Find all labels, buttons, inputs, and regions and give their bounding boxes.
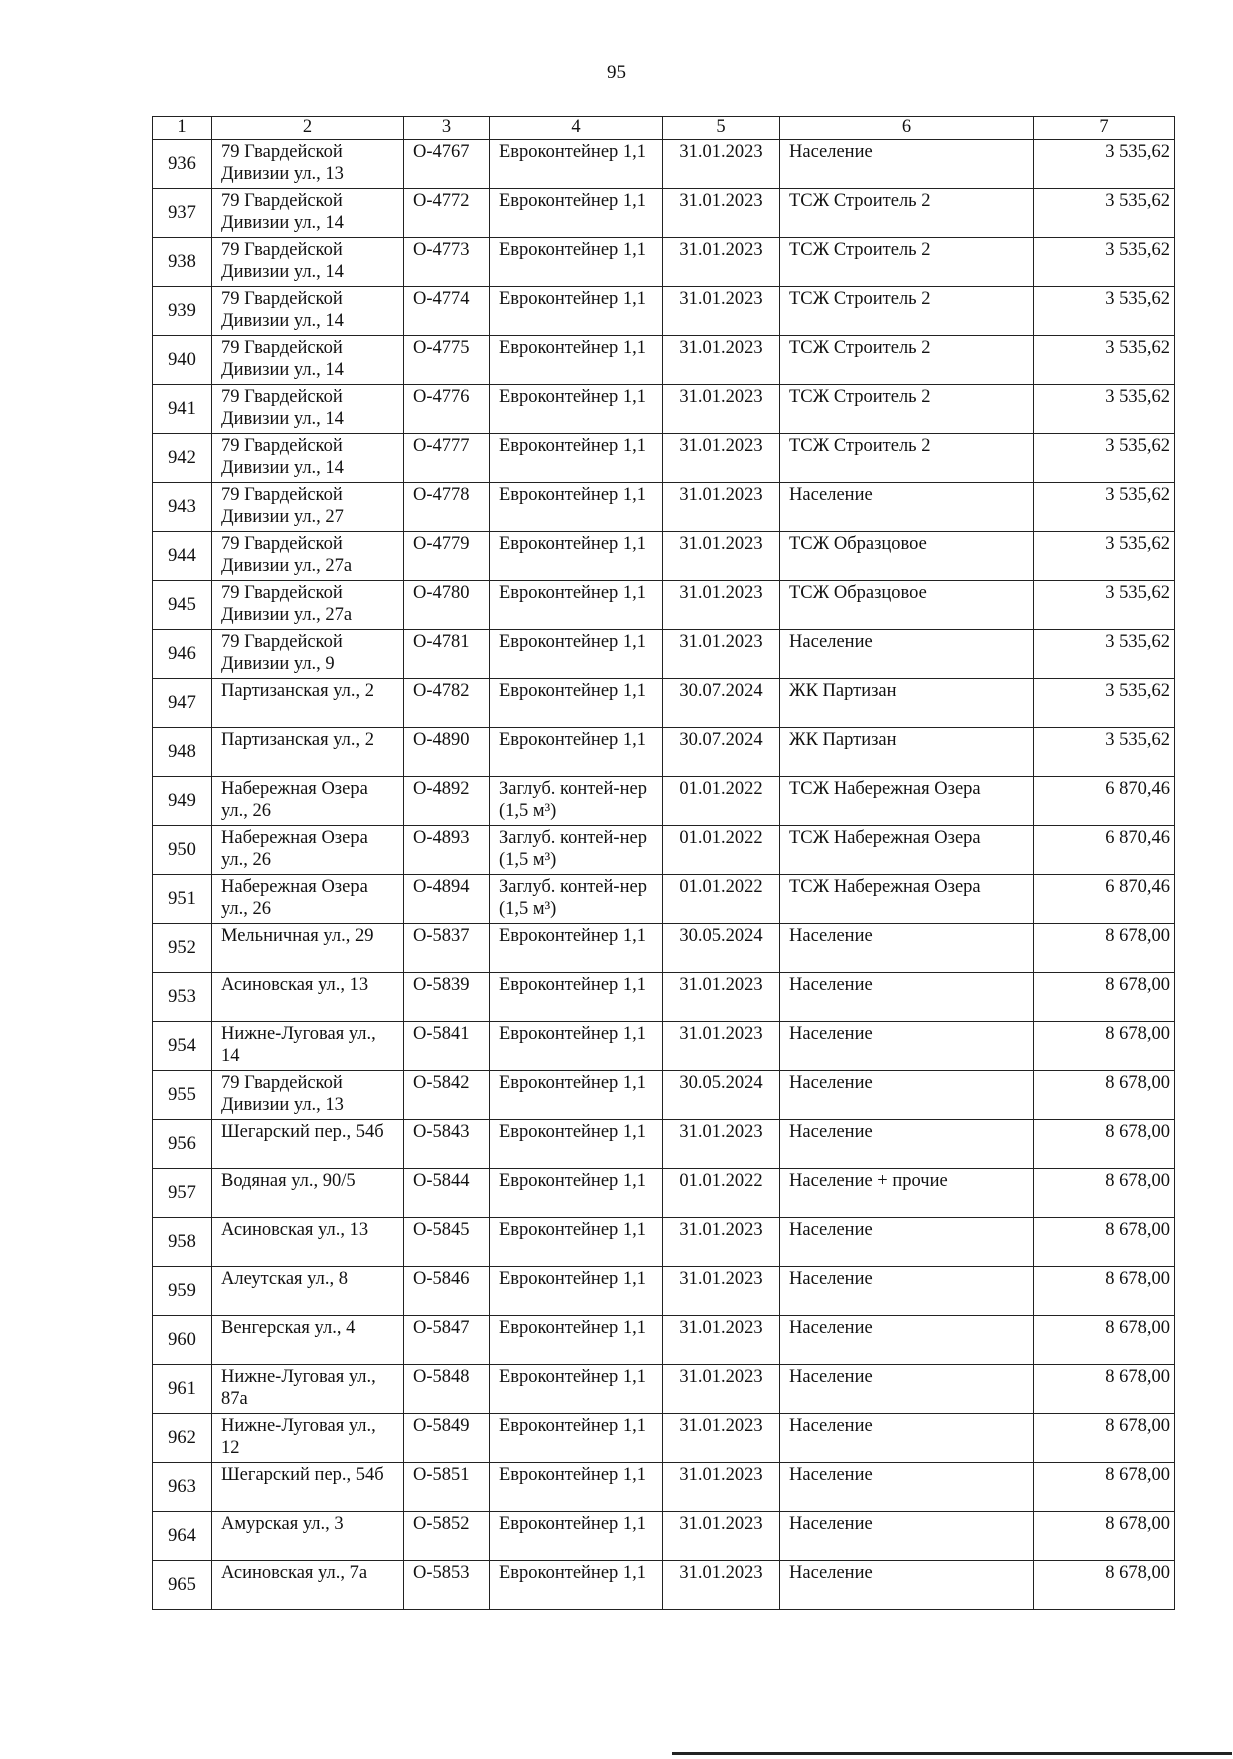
code-cell: О-5852: [404, 1512, 490, 1561]
owner-cell: ТСЖ Строитель 2: [780, 189, 1034, 238]
owner-cell: ТСЖ Набережная Озера: [780, 826, 1034, 875]
row-number-cell: 949: [153, 777, 212, 826]
amount-cell: 8 678,00: [1034, 1120, 1175, 1169]
amount-cell: 8 678,00: [1034, 1218, 1175, 1267]
row-number-cell: 948: [153, 728, 212, 777]
table-row: [153, 1316, 1175, 1365]
date-cell: 31.01.2023: [663, 140, 780, 189]
owner-cell: Население: [780, 630, 1034, 679]
address-cell: 79 Гвардейской Дивизии ул., 13: [212, 1071, 404, 1120]
table-row: [153, 140, 1175, 189]
container-type-cell: Евроконтейнер 1,1: [490, 1120, 663, 1169]
container-type-cell: Евроконтейнер 1,1: [490, 581, 663, 630]
date-cell: 31.01.2023: [663, 434, 780, 483]
row-number-cell: 964: [153, 1512, 212, 1561]
code-cell: О-4772: [404, 189, 490, 238]
table-header: [153, 117, 1175, 140]
code-cell: О-5849: [404, 1414, 490, 1463]
container-type-cell: Евроконтейнер 1,1: [490, 679, 663, 728]
container-type-cell: Евроконтейнер 1,1: [490, 483, 663, 532]
row-number-cell: 942: [153, 434, 212, 483]
bottom-rule: [672, 1752, 1232, 1755]
amount-cell: 8 678,00: [1034, 1022, 1175, 1071]
address-cell: Набережная Озера ул., 26: [212, 777, 404, 826]
code-cell: О-4781: [404, 630, 490, 679]
code-cell: О-4776: [404, 385, 490, 434]
date-cell: 31.01.2023: [663, 189, 780, 238]
owner-cell: ТСЖ Строитель 2: [780, 287, 1034, 336]
owner-cell: ТСЖ Строитель 2: [780, 385, 1034, 434]
amount-cell: 8 678,00: [1034, 1512, 1175, 1561]
owner-cell: ТСЖ Набережная Озера: [780, 777, 1034, 826]
code-cell: О-4782: [404, 679, 490, 728]
code-cell: О-5844: [404, 1169, 490, 1218]
column-header-5: 5: [663, 117, 780, 140]
address-cell: Асиновская ул., 13: [212, 1218, 404, 1267]
column-header-6: 6: [780, 117, 1034, 140]
table-row: [153, 189, 1175, 238]
table-row: [153, 483, 1175, 532]
row-number-cell: 954: [153, 1022, 212, 1071]
column-header-7: 7: [1034, 117, 1175, 140]
owner-cell: ТСЖ Образцовое: [780, 581, 1034, 630]
amount-cell: 8 678,00: [1034, 1561, 1175, 1610]
amount-cell: 8 678,00: [1034, 1365, 1175, 1414]
container-type-cell: Евроконтейнер 1,1: [490, 532, 663, 581]
code-cell: О-4777: [404, 434, 490, 483]
container-type-cell: Евроконтейнер 1,1: [490, 630, 663, 679]
container-type-cell: Евроконтейнер 1,1: [490, 238, 663, 287]
address-cell: 79 Гвардейской Дивизии ул., 27а: [212, 532, 404, 581]
owner-cell: ЖК Партизан: [780, 728, 1034, 777]
code-cell: О-4775: [404, 336, 490, 385]
address-cell: Шегарский пер., 54б: [212, 1120, 404, 1169]
amount-cell: 3 535,62: [1034, 679, 1175, 728]
date-cell: 31.01.2023: [663, 336, 780, 385]
table-row: [153, 630, 1175, 679]
address-cell: 79 Гвардейской Дивизии ул., 14: [212, 189, 404, 238]
owner-cell: ТСЖ Строитель 2: [780, 434, 1034, 483]
owner-cell: Население: [780, 1267, 1034, 1316]
owner-cell: ТСЖ Строитель 2: [780, 336, 1034, 385]
container-type-cell: Евроконтейнер 1,1: [490, 287, 663, 336]
container-type-cell: Евроконтейнер 1,1: [490, 1316, 663, 1365]
owner-cell: Население: [780, 1414, 1034, 1463]
row-number-cell: 943: [153, 483, 212, 532]
address-cell: Партизанская ул., 2: [212, 728, 404, 777]
code-cell: О-4773: [404, 238, 490, 287]
date-cell: 31.01.2023: [663, 1561, 780, 1610]
owner-cell: Население: [780, 1316, 1034, 1365]
container-type-cell: Евроконтейнер 1,1: [490, 1218, 663, 1267]
column-header-4: 4: [490, 117, 663, 140]
table-row: [153, 581, 1175, 630]
container-type-cell: Евроконтейнер 1,1: [490, 1022, 663, 1071]
owner-cell: Население: [780, 1463, 1034, 1512]
date-cell: 01.01.2022: [663, 1169, 780, 1218]
amount-cell: 8 678,00: [1034, 924, 1175, 973]
date-cell: 31.01.2023: [663, 1463, 780, 1512]
row-number-cell: 940: [153, 336, 212, 385]
owner-cell: Население: [780, 483, 1034, 532]
owner-cell: Население: [780, 1218, 1034, 1267]
address-cell: Амурская ул., 3: [212, 1512, 404, 1561]
table-row: [153, 826, 1175, 875]
owner-cell: Население: [780, 973, 1034, 1022]
container-type-cell: Евроконтейнер 1,1: [490, 385, 663, 434]
amount-cell: 3 535,62: [1034, 728, 1175, 777]
amount-cell: 8 678,00: [1034, 1414, 1175, 1463]
owner-cell: Население: [780, 1365, 1034, 1414]
amount-cell: 3 535,62: [1034, 581, 1175, 630]
owner-cell: Население + прочие: [780, 1169, 1034, 1218]
table-body: [153, 140, 1175, 1610]
owner-cell: Население: [780, 924, 1034, 973]
row-number-cell: 960: [153, 1316, 212, 1365]
table-row: [153, 1120, 1175, 1169]
amount-cell: 3 535,62: [1034, 189, 1175, 238]
row-number-cell: 937: [153, 189, 212, 238]
date-cell: 31.01.2023: [663, 973, 780, 1022]
amount-cell: 3 535,62: [1034, 532, 1175, 581]
row-number-cell: 957: [153, 1169, 212, 1218]
data-table: [152, 116, 1175, 1610]
row-number-cell: 961: [153, 1365, 212, 1414]
row-number-cell: 946: [153, 630, 212, 679]
row-number-cell: 951: [153, 875, 212, 924]
amount-cell: 6 870,46: [1034, 826, 1175, 875]
date-cell: 31.01.2023: [663, 532, 780, 581]
table-row: [153, 1365, 1175, 1414]
address-cell: Венгерская ул., 4: [212, 1316, 404, 1365]
table-row: [153, 532, 1175, 581]
owner-cell: Население: [780, 1512, 1034, 1561]
table-row: [153, 1512, 1175, 1561]
container-type-cell: Евроконтейнер 1,1: [490, 1512, 663, 1561]
amount-cell: 8 678,00: [1034, 1316, 1175, 1365]
address-cell: Партизанская ул., 2: [212, 679, 404, 728]
address-cell: Водяная ул., 90/5: [212, 1169, 404, 1218]
amount-cell: 8 678,00: [1034, 973, 1175, 1022]
container-type-cell: Евроконтейнер 1,1: [490, 1169, 663, 1218]
row-number-cell: 956: [153, 1120, 212, 1169]
header-row: [153, 117, 1175, 140]
row-number-cell: 965: [153, 1561, 212, 1610]
table-row: [153, 1169, 1175, 1218]
row-number-cell: 938: [153, 238, 212, 287]
address-cell: 79 Гвардейской Дивизии ул., 9: [212, 630, 404, 679]
date-cell: 31.01.2023: [663, 1218, 780, 1267]
amount-cell: 3 535,62: [1034, 630, 1175, 679]
address-cell: 79 Гвардейской Дивизии ул., 27: [212, 483, 404, 532]
container-type-cell: Заглуб. контей-нер (1,5 м³): [490, 875, 663, 924]
container-type-cell: Заглуб. контей-нер (1,5 м³): [490, 826, 663, 875]
code-cell: О-5842: [404, 1071, 490, 1120]
date-cell: 31.01.2023: [663, 1022, 780, 1071]
owner-cell: Население: [780, 140, 1034, 189]
column-header-2: 2: [212, 117, 404, 140]
row-number-cell: 945: [153, 581, 212, 630]
amount-cell: 3 535,62: [1034, 336, 1175, 385]
address-cell: Шегарский пер., 54б: [212, 1463, 404, 1512]
row-number-cell: 962: [153, 1414, 212, 1463]
date-cell: 31.01.2023: [663, 1316, 780, 1365]
row-number-cell: 952: [153, 924, 212, 973]
row-number-cell: 958: [153, 1218, 212, 1267]
code-cell: О-5845: [404, 1218, 490, 1267]
container-type-cell: Евроконтейнер 1,1: [490, 1414, 663, 1463]
amount-cell: 3 535,62: [1034, 385, 1175, 434]
code-cell: О-5847: [404, 1316, 490, 1365]
table-row: [153, 1071, 1175, 1120]
address-cell: Набережная Озера ул., 26: [212, 875, 404, 924]
amount-cell: 8 678,00: [1034, 1071, 1175, 1120]
page-number: 95: [607, 62, 626, 83]
address-cell: Нижне-Луговая ул., 12: [212, 1414, 404, 1463]
owner-cell: Население: [780, 1071, 1034, 1120]
owner-cell: ТСЖ Строитель 2: [780, 238, 1034, 287]
table-row: [153, 875, 1175, 924]
table-row: [153, 973, 1175, 1022]
container-type-cell: Евроконтейнер 1,1: [490, 924, 663, 973]
column-header-1: 1: [153, 117, 212, 140]
code-cell: О-4780: [404, 581, 490, 630]
address-cell: Набережная Озера ул., 26: [212, 826, 404, 875]
address-cell: 79 Гвардейской Дивизии ул., 14: [212, 434, 404, 483]
amount-cell: 8 678,00: [1034, 1463, 1175, 1512]
row-number-cell: 936: [153, 140, 212, 189]
amount-cell: 6 870,46: [1034, 777, 1175, 826]
address-cell: Алеутская ул., 8: [212, 1267, 404, 1316]
code-cell: О-4894: [404, 875, 490, 924]
container-type-cell: Евроконтейнер 1,1: [490, 336, 663, 385]
row-number-cell: 963: [153, 1463, 212, 1512]
date-cell: 31.01.2023: [663, 483, 780, 532]
owner-cell: ЖК Партизан: [780, 679, 1034, 728]
row-number-cell: 953: [153, 973, 212, 1022]
address-cell: Мельничная ул., 29: [212, 924, 404, 973]
date-cell: 01.01.2022: [663, 777, 780, 826]
table-row: [153, 1414, 1175, 1463]
row-number-cell: 947: [153, 679, 212, 728]
code-cell: О-4778: [404, 483, 490, 532]
code-cell: О-4893: [404, 826, 490, 875]
table-row: [153, 728, 1175, 777]
container-type-cell: Евроконтейнер 1,1: [490, 1267, 663, 1316]
address-cell: 79 Гвардейской Дивизии ул., 14: [212, 336, 404, 385]
table-row: [153, 434, 1175, 483]
container-type-cell: Евроконтейнер 1,1: [490, 1071, 663, 1120]
code-cell: О-4892: [404, 777, 490, 826]
amount-cell: 3 535,62: [1034, 140, 1175, 189]
address-cell: 79 Гвардейской Дивизии ул., 13: [212, 140, 404, 189]
table-row: [153, 924, 1175, 973]
code-cell: О-4774: [404, 287, 490, 336]
amount-cell: 8 678,00: [1034, 1169, 1175, 1218]
table-row: [153, 238, 1175, 287]
owner-cell: Население: [780, 1120, 1034, 1169]
row-number-cell: 955: [153, 1071, 212, 1120]
date-cell: 30.07.2024: [663, 679, 780, 728]
row-number-cell: 941: [153, 385, 212, 434]
address-cell: 79 Гвардейской Дивизии ул., 14: [212, 385, 404, 434]
amount-cell: 3 535,62: [1034, 238, 1175, 287]
code-cell: О-5851: [404, 1463, 490, 1512]
code-cell: О-4779: [404, 532, 490, 581]
container-type-cell: Евроконтейнер 1,1: [490, 189, 663, 238]
code-cell: О-4767: [404, 140, 490, 189]
code-cell: О-5841: [404, 1022, 490, 1071]
container-type-cell: Евроконтейнер 1,1: [490, 140, 663, 189]
table-row: [153, 1267, 1175, 1316]
container-type-cell: Евроконтейнер 1,1: [490, 1561, 663, 1610]
date-cell: 31.01.2023: [663, 1512, 780, 1561]
date-cell: 31.01.2023: [663, 287, 780, 336]
table-row: [153, 679, 1175, 728]
date-cell: 31.01.2023: [663, 581, 780, 630]
amount-cell: 8 678,00: [1034, 1267, 1175, 1316]
column-header-3: 3: [404, 117, 490, 140]
table-row: [153, 1218, 1175, 1267]
address-cell: 79 Гвардейской Дивизии ул., 14: [212, 287, 404, 336]
address-cell: 79 Гвардейской Дивизии ул., 14: [212, 238, 404, 287]
date-cell: 01.01.2022: [663, 826, 780, 875]
address-cell: 79 Гвардейской Дивизии ул., 27а: [212, 581, 404, 630]
table-row: [153, 1561, 1175, 1610]
code-cell: О-5843: [404, 1120, 490, 1169]
container-type-cell: Евроконтейнер 1,1: [490, 973, 663, 1022]
owner-cell: Население: [780, 1022, 1034, 1071]
owner-cell: ТСЖ Образцовое: [780, 532, 1034, 581]
code-cell: О-5837: [404, 924, 490, 973]
amount-cell: 3 535,62: [1034, 434, 1175, 483]
date-cell: 31.01.2023: [663, 1120, 780, 1169]
code-cell: О-5846: [404, 1267, 490, 1316]
row-number-cell: 959: [153, 1267, 212, 1316]
date-cell: 31.01.2023: [663, 1414, 780, 1463]
amount-cell: 6 870,46: [1034, 875, 1175, 924]
date-cell: 01.01.2022: [663, 875, 780, 924]
code-cell: О-5853: [404, 1561, 490, 1610]
date-cell: 31.01.2023: [663, 238, 780, 287]
container-type-cell: Евроконтейнер 1,1: [490, 728, 663, 777]
code-cell: О-4890: [404, 728, 490, 777]
container-type-cell: Евроконтейнер 1,1: [490, 434, 663, 483]
date-cell: 31.01.2023: [663, 385, 780, 434]
address-cell: Асиновская ул., 7а: [212, 1561, 404, 1610]
container-type-cell: Заглуб. контей-нер (1,5 м³): [490, 777, 663, 826]
table-row: [153, 777, 1175, 826]
amount-cell: 3 535,62: [1034, 287, 1175, 336]
table-row: [153, 385, 1175, 434]
amount-cell: 3 535,62: [1034, 483, 1175, 532]
code-cell: О-5848: [404, 1365, 490, 1414]
date-cell: 30.05.2024: [663, 924, 780, 973]
date-cell: 31.01.2023: [663, 1267, 780, 1316]
address-cell: Нижне-Луговая ул., 14: [212, 1022, 404, 1071]
address-cell: Нижне-Луговая ул., 87а: [212, 1365, 404, 1414]
owner-cell: ТСЖ Набережная Озера: [780, 875, 1034, 924]
container-type-cell: Евроконтейнер 1,1: [490, 1365, 663, 1414]
row-number-cell: 944: [153, 532, 212, 581]
date-cell: 31.01.2023: [663, 630, 780, 679]
date-cell: 30.07.2024: [663, 728, 780, 777]
container-type-cell: Евроконтейнер 1,1: [490, 1463, 663, 1512]
row-number-cell: 939: [153, 287, 212, 336]
owner-cell: Население: [780, 1561, 1034, 1610]
date-cell: 30.05.2024: [663, 1071, 780, 1120]
table-row: [153, 287, 1175, 336]
code-cell: О-5839: [404, 973, 490, 1022]
row-number-cell: 950: [153, 826, 212, 875]
table-row: [153, 336, 1175, 385]
address-cell: Асиновская ул., 13: [212, 973, 404, 1022]
table-row: [153, 1463, 1175, 1512]
table-row: [153, 1022, 1175, 1071]
date-cell: 31.01.2023: [663, 1365, 780, 1414]
